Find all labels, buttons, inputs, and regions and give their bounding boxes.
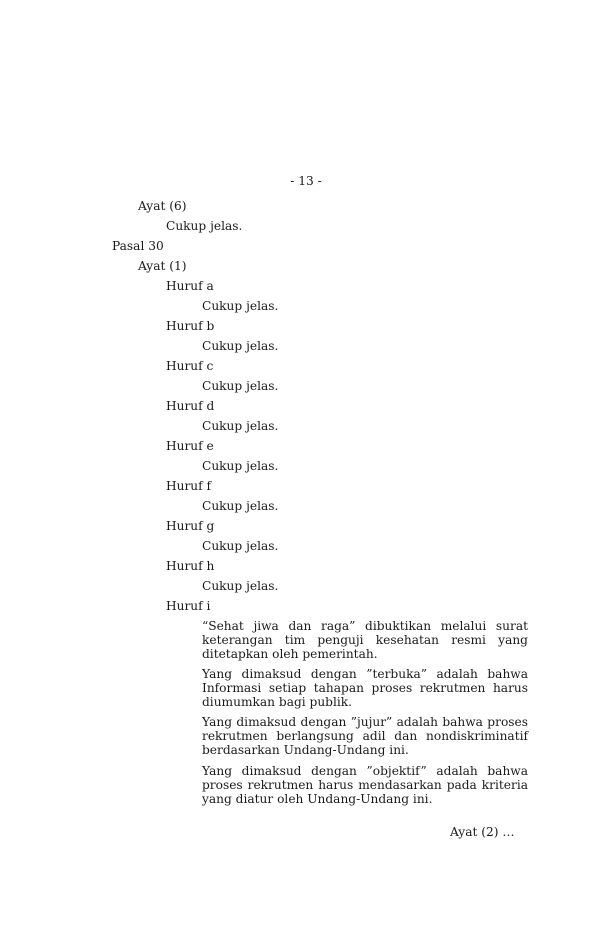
- huruf-a-text: Cukup jelas.: [202, 299, 279, 313]
- huruf-e-text: Cukup jelas.: [202, 459, 279, 473]
- huruf-h-heading: Huruf h: [166, 559, 215, 573]
- huruf-g-text: Cukup jelas.: [202, 539, 279, 553]
- huruf-e-heading: Huruf e: [166, 439, 214, 453]
- huruf-c-heading: Huruf c: [166, 359, 214, 373]
- next-page-continuation: Ayat (2) …: [450, 825, 515, 839]
- huruf-f-text: Cukup jelas.: [202, 499, 279, 513]
- huruf-i-heading: Huruf i: [166, 599, 211, 613]
- ayat-6-text: Cukup jelas.: [166, 219, 243, 233]
- huruf-c-text: Cukup jelas.: [202, 379, 279, 393]
- ayat-6-heading: Ayat (6): [138, 199, 187, 213]
- huruf-b-heading: Huruf b: [166, 319, 215, 333]
- ayat-1-heading: Ayat (1): [138, 259, 187, 273]
- huruf-i-paragraph-jujur: Yang dimaksud dengan ”jujur” adalah bahwa proses rekrutmen berlangsung adil dan nondiskriminatif berdasarkan Undang-Undang ini.: [202, 715, 528, 757]
- huruf-b-text: Cukup jelas.: [202, 339, 279, 353]
- huruf-a-heading: Huruf a: [166, 279, 214, 293]
- huruf-d-heading: Huruf d: [166, 399, 215, 413]
- huruf-h-text: Cukup jelas.: [202, 579, 279, 593]
- huruf-f-heading: Huruf f: [166, 479, 212, 493]
- pasal-heading: Pasal 30: [112, 239, 164, 253]
- huruf-i-paragraph-objektif: Yang dimaksud dengan ”objektif” adalah bahwa proses rekrutmen harus mendasarkan pada kriteria yang diatur oleh Undang-Undang ini.: [202, 764, 528, 806]
- huruf-i-paragraph-terbuka: Yang dimaksud dengan ”terbuka” adalah bahwa Informasi setiap tahapan proses rekrutmen harus diumumkan bagi publik.: [202, 667, 528, 709]
- huruf-g-heading: Huruf g: [166, 519, 215, 533]
- huruf-d-text: Cukup jelas.: [202, 419, 279, 433]
- huruf-i-paragraph-sehat: “Sehat jiwa dan raga” dibuktikan melalui surat keterangan tim penguji kesehatan resmi yang ditetapkan oleh pemerintah.: [202, 619, 528, 661]
- page-number: - 13 -: [290, 174, 322, 188]
